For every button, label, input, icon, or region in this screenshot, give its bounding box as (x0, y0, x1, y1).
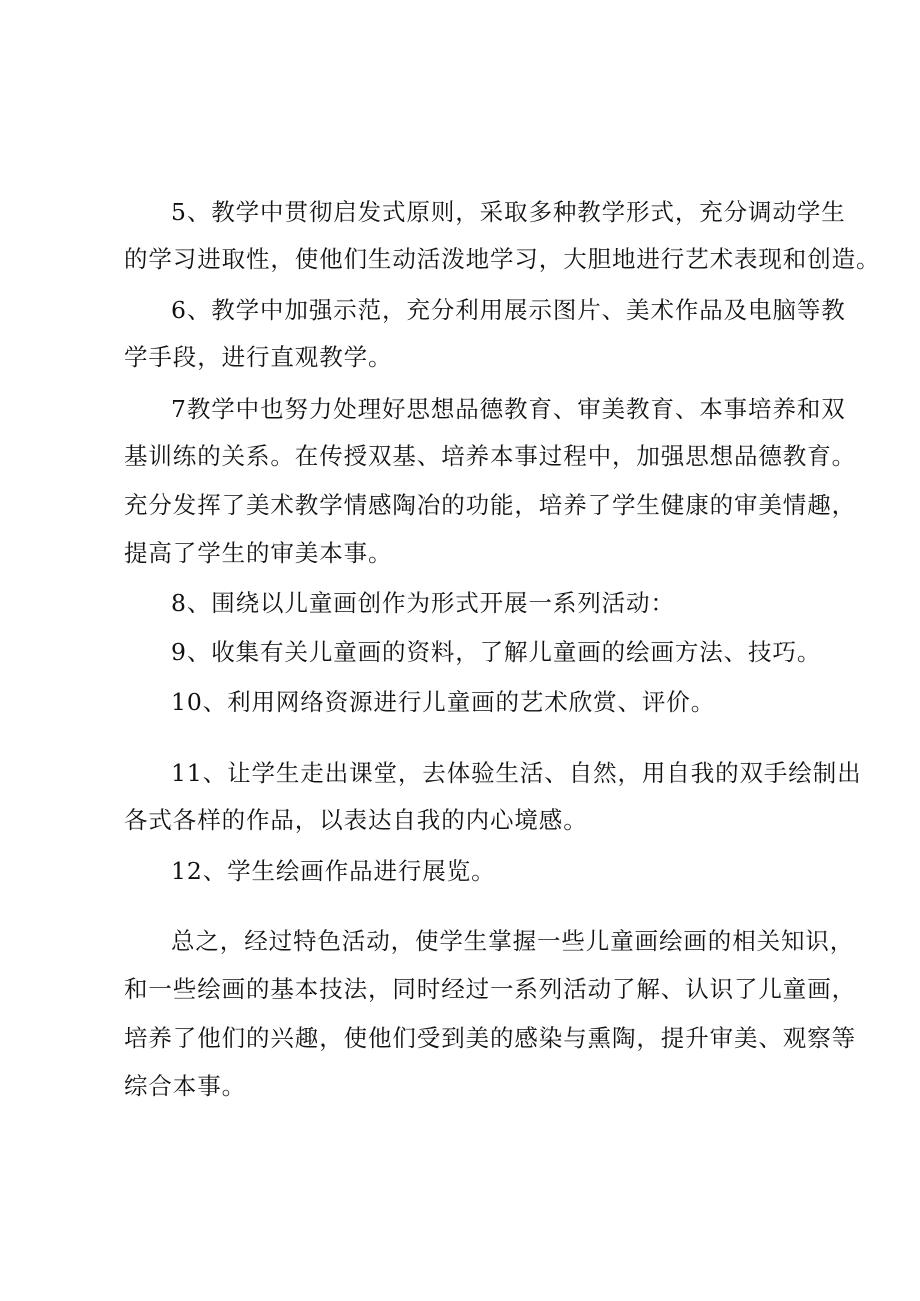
summary-line-4: 综合本事。 (124, 1072, 246, 1100)
paragraph-5-line-1: 5、教学中贯彻启发式原则，采取多种教学形式，充分调动学生 (171, 198, 846, 226)
paragraph-11-line-1: 11、让学生走出课堂，去体验生活、自然，用自我的双手绘制出 (171, 759, 862, 787)
paragraph-7-line-1: 7教学中也努力处理好思想品德教育、审美教育、本事培养和双 (171, 395, 846, 423)
paragraph-11-line-2: 各式各样的作品，以表达自我的内心境感。 (124, 806, 588, 834)
paragraph-9: 9、收集有关儿童画的资料，了解儿童画的绘画方法、技巧。 (171, 638, 822, 666)
paragraph-7-line-4: 提高了学生的审美本事。 (124, 539, 393, 567)
paragraph-6-line-1: 6、教学中加强示范，充分利用展示图片、美术作品及电脑等教 (171, 296, 846, 324)
paragraph-7-line-3: 充分发挥了美术教学情感陶冶的功能，培养了学生健康的审美情趣， (124, 491, 856, 519)
summary-line-3: 培养了他们的兴趣，使他们受到美的感染与熏陶，提升审美、观察等 (124, 1024, 856, 1052)
paragraph-10: 10、利用网络资源进行儿童画的艺术欣赏、评价。 (171, 688, 716, 716)
paragraph-6-line-2: 学手段，进行直观教学。 (124, 343, 393, 371)
paragraph-8: 8、围绕以儿童画创作为形式开展一系列活动： (171, 589, 675, 617)
paragraph-12: 12、学生绘画作品进行展览。 (171, 857, 496, 885)
paragraph-7-line-2: 基训练的关系。在传授双基、培养本事过程中，加强思想品德教育。 (124, 442, 856, 470)
summary-line-1: 总之，经过特色活动，使学生掌握一些儿童画绘画的相关知识， (171, 927, 855, 955)
paragraph-5-line-2: 的学习进取性，使他们生动活泼地学习，大胆地进行艺术表现和创造。 (124, 245, 881, 273)
summary-line-2: 和一些绘画的基本技法，同时经过一系列活动了解、认识了儿童画， (124, 975, 856, 1003)
